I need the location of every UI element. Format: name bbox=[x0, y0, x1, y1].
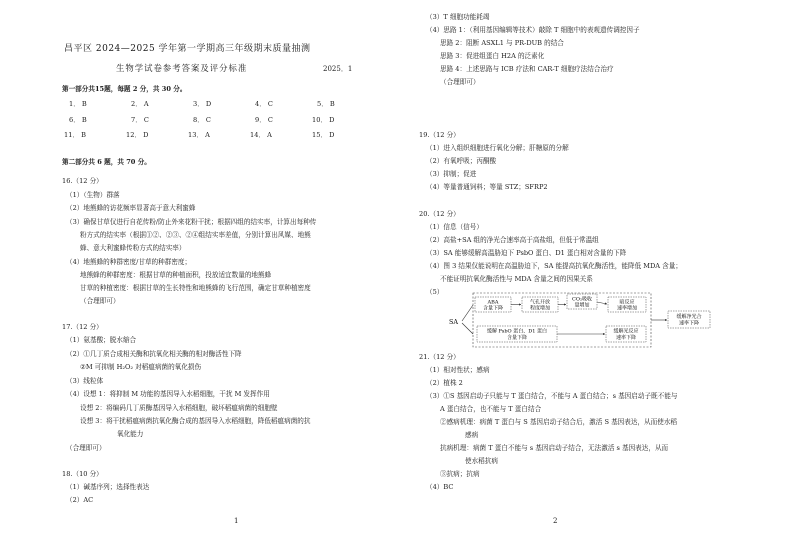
answer-line: ②M 可抑制 H₂O₂ 对稻瘟病菌的氧化损伤 bbox=[80, 363, 202, 371]
exam-subtitle: 生物学试卷参考答案及评分标准 bbox=[116, 63, 248, 73]
answer-line: （4）等量普通饲料；等量 STZ；SFRP2 bbox=[426, 183, 548, 191]
answer-line: （2）高盐+SA 组的净光合速率高于高盐组，但低于常温组 bbox=[426, 236, 599, 244]
question-heading: 21.（12 分） bbox=[419, 353, 460, 361]
answer-line: （2）地熊蜂的访花频率显著高于意大利蜜蜂 bbox=[66, 204, 196, 212]
mc-answer: 12． D bbox=[126, 131, 149, 139]
svg-text:CO₂吸收: CO₂吸收 bbox=[572, 296, 592, 303]
answer-line: 思路 2：阻断 ASXL1 与 PR-DUB 的结合 bbox=[440, 39, 564, 47]
answer-line: （4）图 3 结果仅能说明在高温胁迫下，SA 能提高抗氧化酶活性，能降低 MDA 含量； bbox=[426, 262, 682, 270]
box-net-photosynthesis bbox=[668, 311, 710, 328]
mc-answer: 10． D bbox=[312, 116, 335, 124]
answer-line: 使水稻抗病 bbox=[465, 457, 498, 465]
sa-mechanism-diagram bbox=[447, 290, 747, 352]
svg-text:程度增加: 程度增加 bbox=[529, 305, 551, 312]
box-stomata bbox=[522, 297, 558, 312]
answer-line: ②感病机理：病菌 T 蛋白与 S 基因启动子结合后，激活 S 基因表达，从而使水稻 bbox=[440, 418, 678, 426]
page-2 bbox=[397, 0, 794, 560]
answer-line: 感病 bbox=[465, 431, 479, 439]
box-dark-reaction bbox=[608, 297, 646, 312]
answer-line: （4）地熊蜂的种群密度/甘草的种群密度； bbox=[66, 258, 192, 266]
answer-line: （1）碱基序列；选择性表达 bbox=[66, 483, 150, 491]
answer-line: 设想 3：将干扰稻瘟病菌抗氧化酶合成的基因导入水稻细胞，降低稻瘟病菌的抗 bbox=[80, 417, 311, 425]
question-heading: 18.（10 分） bbox=[62, 470, 103, 478]
answer-line: 氧化能力 bbox=[117, 430, 144, 438]
exam-title: 昌平区 2024—2025 学年第一学期高三年级期末质量抽测 bbox=[64, 44, 311, 54]
svg-text:ABA: ABA bbox=[487, 299, 499, 306]
svg-text:缓解净光合: 缓解净光合 bbox=[676, 314, 702, 320]
answer-line: （合理即可） bbox=[440, 78, 480, 86]
answer-line: 抗病机理：病菌 T 蛋白不能与 s 基因启动子结合，无法激活 s 基因表达，从而 bbox=[440, 444, 669, 452]
answer-line: 地熊蜂的种群密度：根据甘草的种植面积，投放适宜数量的地熊蜂 bbox=[80, 271, 272, 279]
svg-text:量增加: 量增加 bbox=[574, 302, 590, 309]
mc-answer: 14． A bbox=[250, 131, 272, 139]
box-aba bbox=[475, 297, 511, 312]
part1-heading: 第一部分共15题，每题 2 分，共 30 分。 bbox=[62, 85, 187, 93]
mc-answer: 13． A bbox=[188, 131, 210, 139]
answer-line: 不能证明抗氧化酶活性与 MDA 含量之间的因果关系 bbox=[440, 275, 593, 283]
answer-line: （1）信息（信号） bbox=[426, 223, 483, 231]
svg-text:含量下降: 含量下降 bbox=[506, 335, 528, 341]
answer-line: （1）氨基酸；脱水缩合 bbox=[66, 336, 137, 344]
answer-line: （2）有氧呼吸；丙酮酸 bbox=[426, 157, 497, 165]
exam-date: 2025．1 bbox=[323, 65, 353, 73]
answer-line: （1）（生物）群落 bbox=[66, 191, 120, 199]
answer-line: （4）BC bbox=[426, 483, 454, 491]
question-heading: 17.（12 分） bbox=[62, 323, 103, 331]
answer-line: 设想 2：将编码几丁质酶基因导入水稻细胞，破坏稻瘟病菌的细胞壁 bbox=[80, 404, 278, 412]
answer-line: （4）思路 1：（利用基因编辑等技术）敲除 T 细胞中的表观遗传调控因子 bbox=[426, 26, 640, 34]
page-number: 1 bbox=[234, 517, 239, 525]
answer-line: （3）SA 能够缓解高温胁迫下 PsbO 蛋白、D1 蛋白相对含量的下降 bbox=[426, 249, 627, 257]
mc-answer: 4． C bbox=[255, 100, 273, 108]
box-co2 bbox=[567, 294, 597, 309]
answer-line: 粉方式的结实率（根据①②、②③、②④组结实率差值，分别计算出风媒、地熊 bbox=[80, 231, 311, 239]
svg-text:速率增加: 速率增加 bbox=[616, 305, 638, 312]
svg-text:缓解光反应: 缓解光反应 bbox=[613, 328, 639, 335]
svg-text:含量下降: 含量下降 bbox=[482, 305, 504, 312]
answer-line: ③抗病；抗病 bbox=[440, 470, 480, 478]
answer-line: （4）设想 1：将抑制 M 功能的基因导入水稻细胞，干扰 M 发挥作用 bbox=[66, 390, 270, 398]
answer-line: A 蛋白结合，也不能与 T 蛋白结合 bbox=[440, 405, 542, 413]
answer-line: 甘草的种植密度：根据甘草的生长特性和地熊蜂的飞行范围，确定甘草种植密度 bbox=[80, 284, 311, 292]
svg-text:气孔开放: 气孔开放 bbox=[529, 299, 551, 306]
mc-answer: 3． D bbox=[193, 100, 212, 108]
question-heading: 16.（12 分） bbox=[62, 177, 103, 185]
mc-answer: 2． A bbox=[131, 100, 149, 108]
mc-answer: 11． B bbox=[64, 131, 86, 139]
answer-line: （3）抑制；促进 bbox=[426, 170, 477, 178]
answer-line: （3）①S 基因启动子只能与 T 蛋白结合，不能与 A 蛋白结合；s 基因启动子既不能与 bbox=[426, 392, 678, 400]
answer-line: （1）相对性状；感病 bbox=[426, 366, 490, 374]
answer-line: （2）AC bbox=[66, 496, 94, 504]
answer-line: （2）①几丁质合成相关酶和抗氧化相关酶的相对酶活性下降 bbox=[66, 350, 242, 358]
box-light-reaction bbox=[606, 326, 646, 342]
box-psbo-d1 bbox=[477, 326, 557, 342]
question-heading: 19.（12 分） bbox=[419, 131, 460, 139]
sa-label: SA bbox=[449, 318, 458, 326]
mc-answer: 8． C bbox=[193, 116, 211, 124]
answer-line: 思路 3：促进组蛋白 H2A 的泛素化 bbox=[440, 52, 545, 60]
answer-line: （合理即可） bbox=[80, 297, 120, 305]
mc-answer: 1． B bbox=[69, 100, 87, 108]
mc-answer: 7． C bbox=[131, 116, 149, 124]
answer-line: （2）植株 2 bbox=[426, 379, 463, 387]
answer-line: （3）T 细胞功能耗竭 bbox=[426, 13, 490, 21]
mc-answer: 15． D bbox=[312, 131, 335, 139]
answer-line: 思路 4：上述思路与 ICB 疗法和 CAR-T 细胞疗法结合治疗 bbox=[440, 65, 614, 73]
mc-answer: 5． B bbox=[317, 100, 335, 108]
svg-text:缓解 PsbO 蛋白、D1 蛋白: 缓解 PsbO 蛋白、D1 蛋白 bbox=[486, 328, 548, 335]
answer-line: （5） bbox=[426, 288, 444, 296]
answer-line: （3）线粒体 bbox=[66, 377, 104, 385]
part2-heading: 第二部分共 6 题，共 70 分。 bbox=[62, 158, 151, 166]
svg-text:暗反应: 暗反应 bbox=[619, 299, 635, 306]
svg-text:速率下降: 速率下降 bbox=[678, 320, 700, 327]
mc-answer: 9． C bbox=[255, 116, 273, 124]
answer-line: （3）确保甘草仅进行自花传粉/防止外来花粉干扰；根据四组的结实率，计算出每种传 bbox=[66, 218, 317, 226]
svg-text:速率下降: 速率下降 bbox=[615, 335, 637, 341]
answer-line: 蜂、意大利蜜蜂传粉方式的结实率） bbox=[80, 244, 186, 252]
answer-line: （合理即可） bbox=[66, 444, 106, 452]
answer-line: （1）进入组织细胞进行氧化分解；肝糖原的分解 bbox=[426, 144, 569, 152]
page-number: 2 bbox=[553, 517, 558, 525]
mc-answer: 6． B bbox=[69, 116, 87, 124]
question-heading: 20.（12 分） bbox=[419, 210, 460, 218]
